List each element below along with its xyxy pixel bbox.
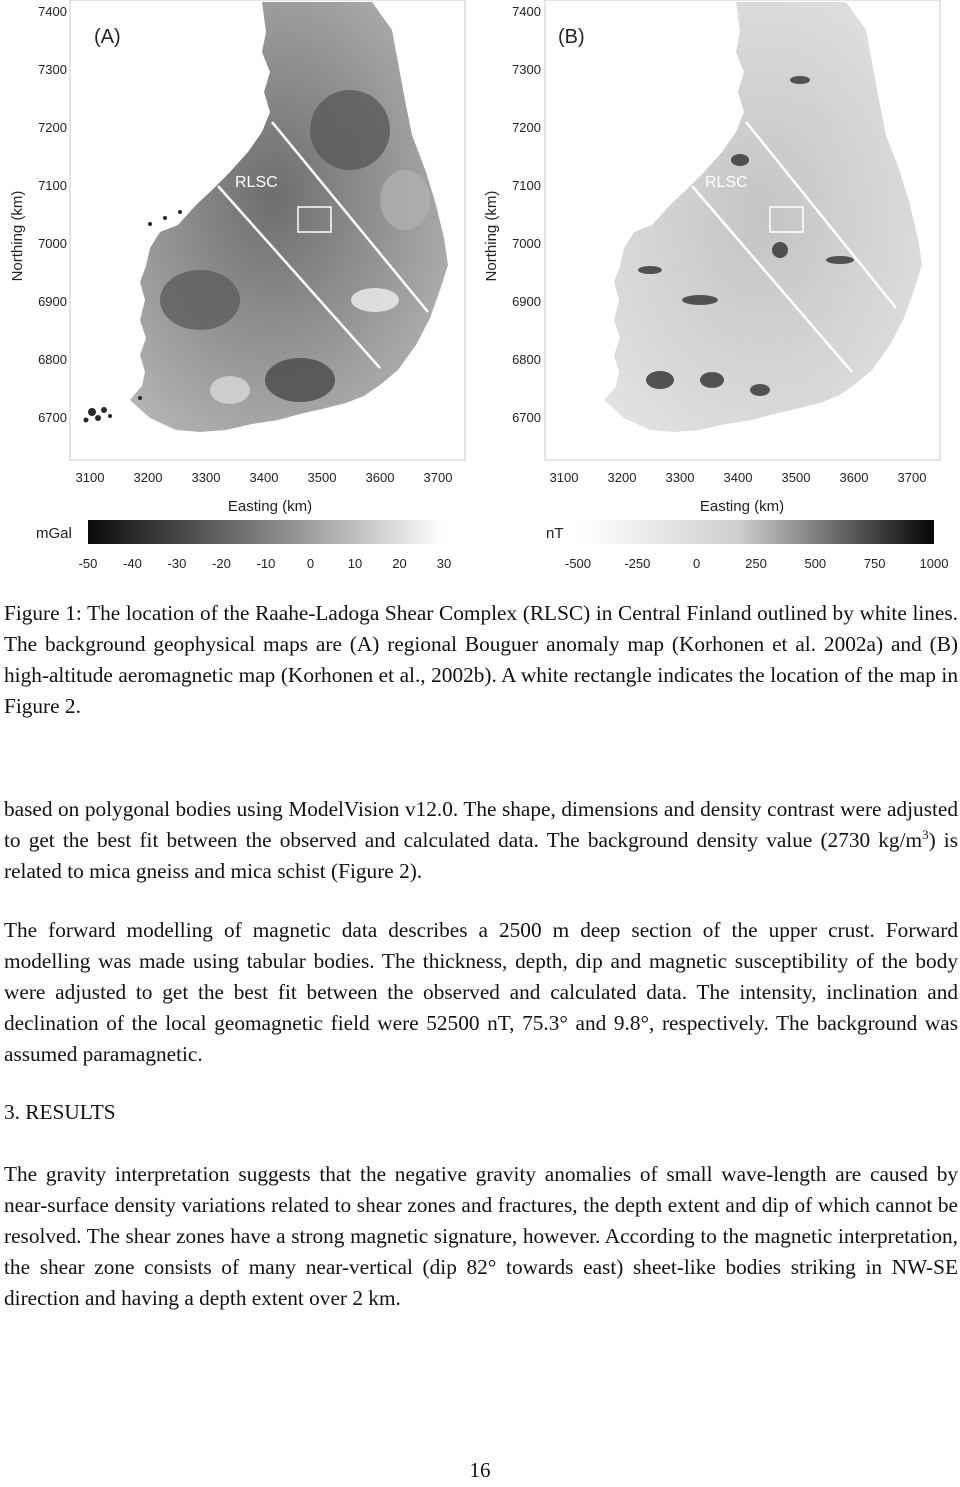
y-tick-label: 7300 bbox=[512, 62, 541, 77]
figure-1 bbox=[0, 0, 960, 580]
y-tick-label: 6900 bbox=[38, 294, 67, 309]
panel-a bbox=[9, 0, 465, 571]
x-tick-label: 3500 bbox=[307, 470, 337, 485]
anomaly-dark-b5 bbox=[682, 295, 718, 305]
y-tick-label: 7000 bbox=[38, 236, 67, 251]
anomaly-dark-b9 bbox=[638, 266, 662, 274]
y-tick-label: 7300 bbox=[38, 62, 67, 77]
colorbar-tick-label: 750 bbox=[863, 556, 886, 571]
anomaly-dark-b7 bbox=[826, 256, 854, 264]
y-tick-label: 7400 bbox=[38, 4, 67, 19]
y-tick-label: 6700 bbox=[38, 410, 67, 425]
x-ticks-a bbox=[76, 470, 453, 485]
colorbar-tick-label: 30 bbox=[436, 556, 452, 571]
y-tick-label: 6800 bbox=[38, 352, 67, 367]
y-axis-title-a: Northing (km) bbox=[9, 190, 26, 282]
colorbar-tick-label: 0 bbox=[693, 556, 701, 571]
x-tick-label: 3700 bbox=[897, 470, 927, 485]
y-axis-title-b: Northing (km) bbox=[483, 190, 500, 282]
y-tick-label: 7400 bbox=[512, 4, 541, 19]
x-tick-label: 3500 bbox=[781, 470, 811, 485]
anomaly-dark-b4 bbox=[731, 154, 749, 166]
x-tick-label: 3200 bbox=[133, 470, 163, 485]
y-ticks-b bbox=[512, 4, 541, 425]
colorbar-tick-label: -10 bbox=[256, 556, 276, 571]
y-tick-label: 7000 bbox=[512, 236, 541, 251]
colorbar-unit-a: mGal bbox=[36, 525, 72, 542]
x-tick-label: 3400 bbox=[723, 470, 753, 485]
x-axis-title-a: Easting (km) bbox=[227, 498, 313, 515]
anomaly-dark-b1 bbox=[646, 371, 674, 389]
page-number: 16 bbox=[469, 1458, 491, 1482]
colorbar-tick-label: 1000 bbox=[919, 556, 949, 571]
x-tick-label: 3400 bbox=[249, 470, 279, 485]
anomaly-dark-a2 bbox=[265, 358, 335, 402]
colorbar-tick-label: -500 bbox=[564, 556, 592, 571]
colorbar-tick-label: 20 bbox=[392, 556, 407, 571]
paragraph-1-text-end: ) is related to mica gneiss and mica schist (Figure 2). bbox=[4, 828, 958, 883]
y-tick-label: 6700 bbox=[512, 410, 541, 425]
rlsc-label-b: RLSC bbox=[705, 174, 748, 191]
colorbar-tick-label: 10 bbox=[347, 556, 363, 571]
x-tick-label: 3600 bbox=[365, 470, 395, 485]
anomaly-light-a2 bbox=[351, 288, 399, 312]
y-tick-label: 7200 bbox=[512, 120, 541, 135]
anomaly-dark-b3 bbox=[750, 384, 770, 396]
y-tick-label: 6800 bbox=[512, 352, 541, 367]
panel-b-label: (B) bbox=[558, 26, 585, 48]
colorbar-ticks-b bbox=[565, 556, 948, 571]
colorbar-a bbox=[88, 520, 444, 544]
x-tick-label: 3300 bbox=[665, 470, 695, 485]
colorbar-tick-label: 250 bbox=[745, 556, 767, 571]
anomaly-dark-b8 bbox=[790, 76, 810, 84]
anomaly-dark-a1 bbox=[160, 270, 240, 330]
x-tick-label: 3100 bbox=[549, 470, 579, 485]
x-tick-label: 3100 bbox=[75, 470, 105, 485]
figure-svg bbox=[0, 0, 960, 580]
x-tick-label: 3200 bbox=[607, 470, 637, 485]
y-tick-label: 6900 bbox=[512, 294, 541, 309]
colorbar-tick-label: 0 bbox=[306, 556, 315, 571]
colorbar-tick-label: -50 bbox=[78, 556, 98, 571]
x-axis-title-b: Easting (km) bbox=[699, 498, 785, 515]
panel-a-label: (A) bbox=[94, 26, 121, 48]
colorbar-tick-label: -20 bbox=[212, 556, 231, 571]
x-ticks-b bbox=[550, 470, 927, 485]
paragraph-1-text: based on polygonal bodies using ModelVision v12.0. The shape, dimensions and density contrast were adjusted to get the best fit between the observed and calculated data. The background density value (2730 kg/m bbox=[4, 797, 958, 852]
colorbar-tick-label: -30 bbox=[167, 556, 187, 571]
panel-b bbox=[483, 0, 948, 571]
colorbar-b bbox=[578, 520, 934, 544]
y-ticks-a bbox=[38, 4, 67, 425]
y-tick-label: 7100 bbox=[512, 178, 541, 193]
anomaly-light-a3 bbox=[380, 170, 430, 230]
y-tick-label: 7100 bbox=[38, 178, 67, 193]
paragraph-1-superscript: 3 bbox=[922, 826, 929, 842]
anomaly-dark-b2 bbox=[700, 372, 724, 388]
colorbar-tick-label: -40 bbox=[123, 556, 142, 571]
anomaly-light-a1 bbox=[210, 376, 250, 404]
colorbar-ticks-a bbox=[79, 556, 452, 571]
anomaly-dark-b6 bbox=[772, 242, 788, 258]
paragraph-modelling-magnetic: The forward modelling of magnetic data describes a 2500 m deep section of the upper crust. Forward modelling was made using tabular bodies. The thickness, depth, dip and magnetic susceptibility of the body were adjusted to get the best fit between the observed and calculated data. The intensity, inclination and declination of the local geomagnetic field were 52500 nT, 75.3° and 9.8°, respectively. The background was assumed paramagnetic. bbox=[4, 918, 958, 1066]
x-tick-label: 3300 bbox=[191, 470, 221, 485]
y-tick-label: 7200 bbox=[38, 120, 67, 135]
section-heading: 3. RESULTS bbox=[4, 1100, 116, 1124]
x-tick-label: 3700 bbox=[423, 470, 453, 485]
figure-caption: Figure 1: The location of the Raahe-Ladoga Shear Complex (RLSC) in Central Finland outlined by white lines. The background geophysical maps are (A) regional Bouguer anomaly map (Korhonen et al. 2002a) and (B) high-altitude aeromagnetic map (Korhonen et al., 2002b). A white rectangle indicates the location of the map in Figure 2. bbox=[4, 601, 958, 718]
anomaly-dark-a3 bbox=[310, 90, 390, 170]
colorbar-unit-b: nT bbox=[546, 525, 564, 542]
colorbar-tick-label: -250 bbox=[624, 556, 651, 571]
x-tick-label: 3600 bbox=[839, 470, 869, 485]
paragraph-modelling-gravity bbox=[4, 794, 958, 887]
paragraph-results: The gravity interpretation suggests that the negative gravity anomalies of small wave-length are caused by near-surface density variations related to shear zones and fractures, the depth extent and dip of which cannot be resolved. The shear zones have a strong magnetic signature, however. According to the magnetic interpretation, the shear zone consists of many near-vertical (dip 82° towards east) sheet-like bodies striking in NW-SE direction and having a depth extent over 2 km. bbox=[4, 1162, 958, 1310]
rlsc-label-a: RLSC bbox=[235, 174, 278, 191]
colorbar-tick-label: 500 bbox=[804, 556, 827, 571]
